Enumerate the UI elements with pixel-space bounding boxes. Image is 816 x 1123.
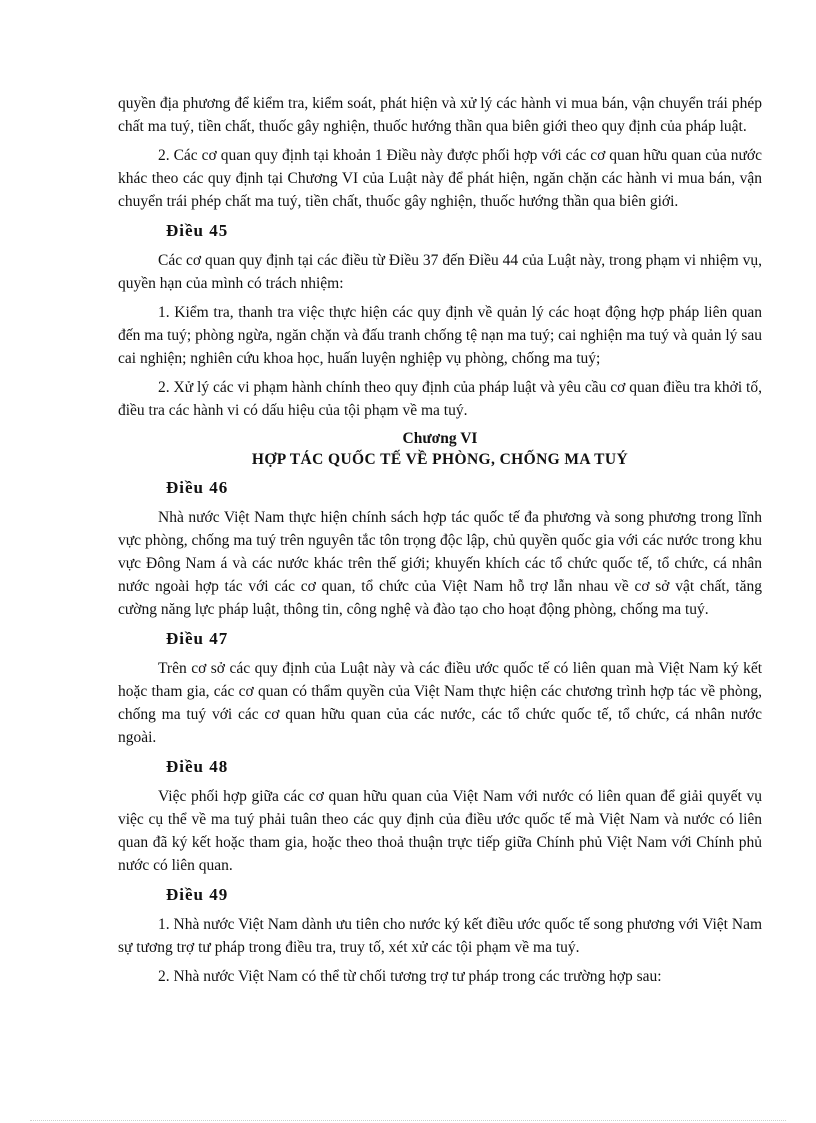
article-46-heading: Điều 46 [166, 478, 229, 497]
paragraph-45-intro: Các cơ quan quy định tại các điều từ Điều 37 đến Điều 44 của Luật này, trong phạm vi nhiệm vụ, quyền hạn của mình có trách nhiệm: [118, 252, 762, 292]
paragraph-45-1: 1. Kiểm tra, thanh tra việc thực hiện các quy định về quản lý các hoạt động hợp pháp liên quan đến ma tuý; phòng ngừa, ngăn chặn và đấu tranh chống tệ nạn ma tuý; cai nghiện ma tuý và quản lý sau cai nghiện; nghiên cứu khoa học, huấn luyện nghiệp vụ phòng, chống ma tuý; [118, 304, 762, 367]
paragraph-48: Việc phối hợp giữa các cơ quan hữu quan của Việt Nam với nước có liên quan để giải quyết vụ việc cụ thể về ma tuý phải tuân theo các quy định của điều ước quốc tế mà Việt Nam và nước có liên quan đã ký kết hoặc tham gia, hoặc theo thoả thuận trực tiếp giữa Chính phủ Việt Nam với Chính phủ nước có liên quan. [118, 788, 762, 874]
paragraph-49-1: 1. Nhà nước Việt Nam dành ưu tiên cho nước ký kết điều ước quốc tế song phương với Việt Nam sự tương trợ tư pháp trong điều tra, truy tố, xét xử các tội phạm về ma tuý. [118, 916, 762, 956]
paragraph-44-2: 2. Các cơ quan quy định tại khoản 1 Điều này được phối hợp với các cơ quan hữu quan của nước khác theo các quy định tại Chương VI của Luật này để phát hiện, ngăn chặn các hành vi mua bán, vận chuyển trái phép chất ma tuý, tiền chất, thuốc gây nghiện, thuốc hướng thần qua biên giới. [118, 147, 762, 210]
paragraph-49-2: 2. Nhà nước Việt Nam có thể từ chối tương trợ tư pháp trong các trường hợp sau: [158, 968, 662, 985]
page-bottom-divider [30, 1120, 786, 1121]
paragraph-46: Nhà nước Việt Nam thực hiện chính sách hợp tác quốc tế đa phương và song phương trong lĩnh vực phòng, chống ma tuý trên nguyên tắc tôn trọng độc lập, chủ quyền quốc gia với các nước trong khu vực Đông Nam á và các nước khác trên thế giới; khuyến khích các tổ chức quốc tế, tổ chức, cá nhân nước ngoài hợp tác với các cơ quan, tổ chức của Việt Nam hỗ trợ lẫn nhau về cơ sở vật chất, tăng cường năng lực pháp luật, thông tin, công nghệ và đào tạo cho hoạt động phòng, chống ma tuý. [118, 509, 762, 618]
paragraph-47: Trên cơ sở các quy định của Luật này và các điều ước quốc tế có liên quan mà Việt Nam ký kết hoặc tham gia, các cơ quan có thẩm quyền của Việt Nam thực hiện các chương trình hợp tác về phòng, chống ma tuý với các cơ quan hữu quan của các nước, các tổ chức quốc tế, tổ chức, cá nhân nước ngoài. [118, 660, 762, 746]
document-page [118, 92, 762, 994]
article-49-heading: Điều 49 [166, 885, 229, 904]
article-47-heading: Điều 47 [166, 629, 229, 648]
article-45-heading: Điều 45 [166, 221, 229, 240]
paragraph-continuation: quyền địa phương để kiểm tra, kiểm soát, phát hiện và xử lý các hành vi mua bán, vận chuyển trái phép chất ma tuý, tiền chất, thuốc gây nghiện, thuốc hướng thần qua biên giới theo quy định của pháp luật. [118, 95, 762, 135]
chapter-number: Chương VI [402, 430, 478, 447]
chapter-title: HỢP TÁC QUỐC TẾ VỀ PHÒNG, CHỐNG MA TUÝ [251, 451, 629, 468]
chapter-heading [118, 428, 762, 470]
article-48-heading: Điều 48 [166, 757, 229, 776]
paragraph-45-2: 2. Xử lý các vi phạm hành chính theo quy định của pháp luật và yêu cầu cơ quan điều tra khởi tố, điều tra các hành vi có dấu hiệu của tội phạm về ma tuý. [118, 379, 762, 419]
